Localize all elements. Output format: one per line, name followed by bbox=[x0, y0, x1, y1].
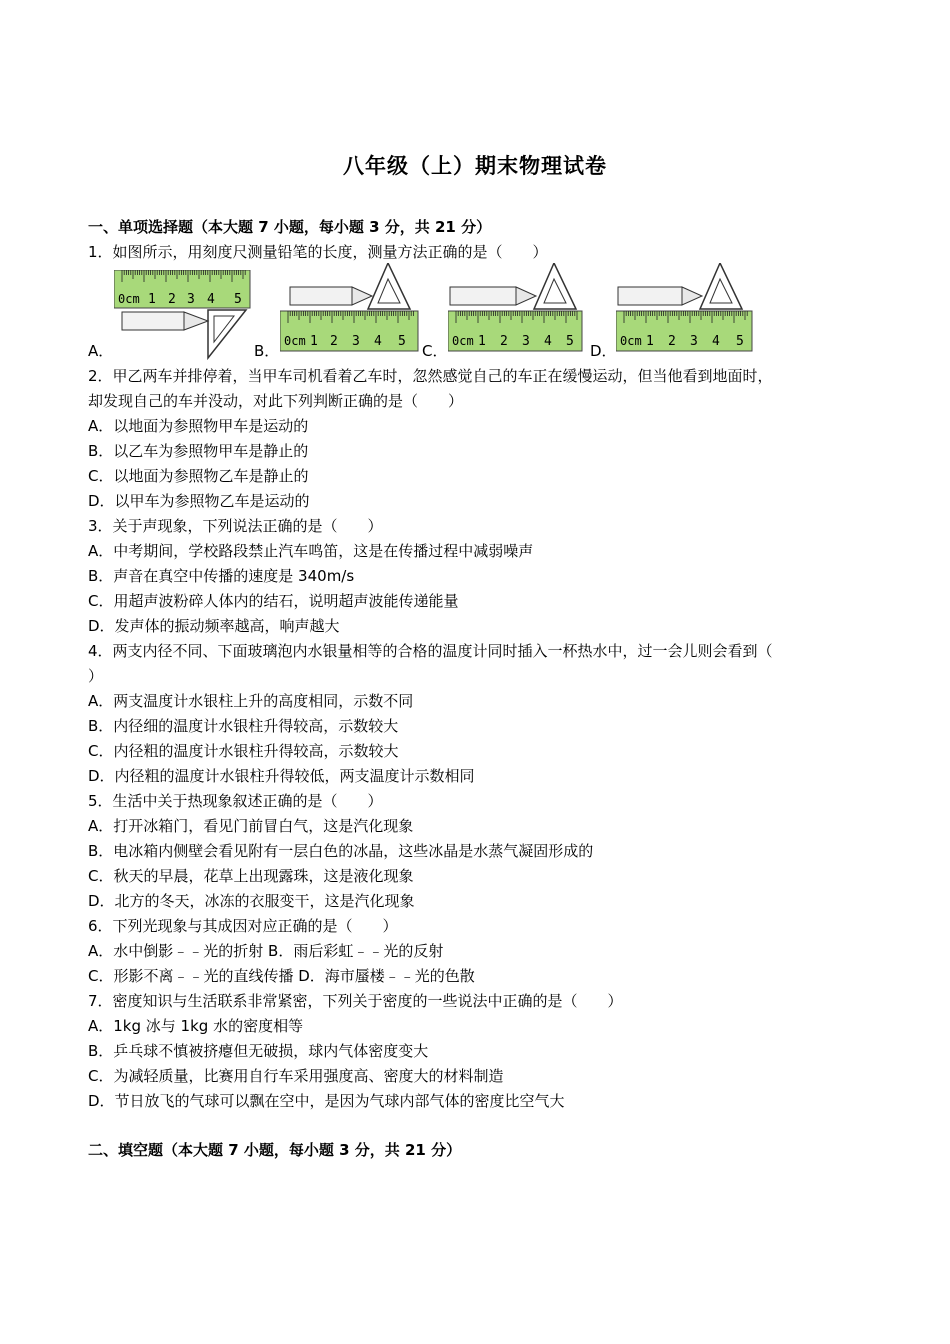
ruler-d-unit: 0cm bbox=[620, 334, 642, 348]
page-title: 八年级（上）期末物理试卷 bbox=[343, 154, 607, 178]
question-7: 7．密度知识与生活联系非常紧密，下列关于密度的一些说法中正确的是（ ） bbox=[88, 992, 623, 1010]
triangle-b bbox=[368, 263, 410, 309]
ruler-a-unit: 0cm bbox=[118, 292, 140, 306]
option: C．用超声波粉碎人体内的结石，说明超声波能传递能量 bbox=[88, 592, 459, 610]
section-heading-2: 二、填空题（本大题 7 小题，每小题 3 分，共 21 分） bbox=[88, 1141, 462, 1159]
ruler-c-tick: 1 bbox=[478, 334, 486, 349]
ruler-a-tick: 2 bbox=[168, 292, 176, 307]
option: A．中考期间，学校路段禁止汽车鸣笛，这是在传播过程中减弱噪声 bbox=[88, 542, 534, 560]
figure-a bbox=[114, 270, 264, 360]
option: C．以地面为参照物乙车是静止的 bbox=[88, 467, 309, 485]
ruler-d-tick: 2 bbox=[668, 334, 676, 349]
option: D．以甲车为参照物乙车是运动的 bbox=[88, 492, 310, 510]
ruler-b-unit: 0cm bbox=[284, 334, 306, 348]
ruler-a-tick: 4 bbox=[207, 292, 215, 307]
ruler-c-tick: 4 bbox=[544, 334, 552, 349]
option: D．内径粗的温度计水银柱升得较低，两支温度计示数相同 bbox=[88, 767, 475, 785]
question-2-cont: 却发现自己的车并没动，对此下列判断正确的是（ ） bbox=[88, 392, 464, 410]
question-5: 5．生活中关于热现象叙述正确的是（ ） bbox=[88, 792, 383, 810]
question-2: 2．甲乙两车并排停着，当甲车司机看着乙车时，忽然感觉自己的车正在缓慢运动，但当他看到地面时， bbox=[88, 367, 773, 385]
ruler-d-tick: 1 bbox=[646, 334, 654, 349]
ruler-c-tick: 5 bbox=[566, 334, 574, 349]
option: B．乒乓球不慎被挤瘪但无破损，球内气体密度变大 bbox=[88, 1042, 429, 1060]
figure-label-a: A． bbox=[88, 342, 114, 360]
option: C．形影不离﹣﹣光的直线传播 D．海市蜃楼﹣﹣光的色散 bbox=[88, 967, 475, 985]
ruler-a-tick: 5 bbox=[234, 292, 242, 307]
option: A．以地面为参照物甲车是运动的 bbox=[88, 417, 309, 435]
section-heading-1: 一、单项选择题（本大题 7 小题，每小题 3 分，共 21 分） bbox=[88, 218, 492, 236]
pencil-tip-a bbox=[184, 312, 208, 330]
figure-label-d: D． bbox=[590, 342, 617, 360]
triangle-d bbox=[700, 263, 742, 309]
ruler-b-tick: 4 bbox=[374, 334, 382, 349]
ruler-d-tick: 3 bbox=[690, 334, 698, 349]
question-1: 1．如图所示，用刻度尺测量铅笔的长度，测量方法正确的是（ ） bbox=[88, 243, 548, 261]
ruler-b-tick: 5 bbox=[398, 334, 406, 349]
ruler-c-tick: 2 bbox=[500, 334, 508, 349]
ruler-c-unit: 0cm bbox=[452, 334, 474, 348]
ruler-d-tick: 5 bbox=[736, 334, 744, 349]
ruler-c-tick: 3 bbox=[522, 334, 530, 349]
question-3: 3．关于声现象，下列说法正确的是（ ） bbox=[88, 517, 383, 535]
pencil-tip-d bbox=[682, 287, 702, 305]
ruler-d-tick: 4 bbox=[712, 334, 720, 349]
question-1-figures bbox=[88, 268, 768, 360]
option: A．1kg 冰与 1kg 水的密度相等 bbox=[88, 1017, 304, 1035]
ruler-b-tick: 2 bbox=[330, 334, 338, 349]
option: A．打开冰箱门，看见门前冒白气，这是汽化现象 bbox=[88, 817, 414, 835]
option: D．发声体的振动频率越高，响声越大 bbox=[88, 617, 340, 635]
ruler-a-tick: 3 bbox=[187, 292, 195, 307]
option: C．内径粗的温度计水银柱升得较高，示数较大 bbox=[88, 742, 399, 760]
figure-c bbox=[448, 263, 598, 360]
option: D．北方的冬天，冰冻的衣服变干，这是汽化现象 bbox=[88, 892, 415, 910]
pencil-tip-c bbox=[516, 287, 536, 305]
option: B．声音在真空中传播的速度是 340m/s bbox=[88, 567, 355, 585]
option: B．内径细的温度计水银柱升得较高，示数较大 bbox=[88, 717, 399, 735]
option: C．为减轻质量，比赛用自行车采用强度高、密度大的材料制造 bbox=[88, 1067, 504, 1085]
figure-label-b: B． bbox=[254, 342, 280, 360]
pencil-b bbox=[290, 287, 352, 305]
option: B．电冰箱内侧壁会看见附有一层白色的冰晶，这些冰晶是水蒸气凝固形成的 bbox=[88, 842, 594, 860]
figure-b bbox=[280, 263, 430, 360]
ruler-b-tick: 3 bbox=[352, 334, 360, 349]
figure-label-c: C． bbox=[422, 342, 448, 360]
pencil-a bbox=[122, 312, 184, 330]
question-4-cont: ） bbox=[88, 667, 104, 685]
question-6: 6．下列光现象与其成因对应正确的是（ ） bbox=[88, 917, 398, 935]
option: C．秋天的早晨，花草上出现露珠，这是液化现象 bbox=[88, 867, 414, 885]
option: A．两支温度计水银柱上升的高度相同，示数不同 bbox=[88, 692, 414, 710]
option: D．节日放飞的气球可以飘在空中，是因为气球内部气体的密度比空气大 bbox=[88, 1092, 565, 1110]
question-4: 4．两支内径不同、下面玻璃泡内水银量相等的合格的温度计同时插入一杯热水中，过一会儿则会看到（ bbox=[88, 642, 773, 660]
ruler-b-tick: 1 bbox=[310, 334, 318, 349]
option: A．水中倒影﹣﹣光的折射 B．雨后彩虹﹣﹣光的反射 bbox=[88, 942, 444, 960]
triangle-c bbox=[534, 263, 576, 309]
figure-d bbox=[616, 263, 766, 360]
pencil-tip-b bbox=[352, 287, 372, 305]
option: B．以乙车为参照物甲车是静止的 bbox=[88, 442, 309, 460]
ruler-a-tick: 1 bbox=[148, 292, 156, 307]
pencil-d bbox=[618, 287, 682, 305]
pencil-c bbox=[450, 287, 516, 305]
